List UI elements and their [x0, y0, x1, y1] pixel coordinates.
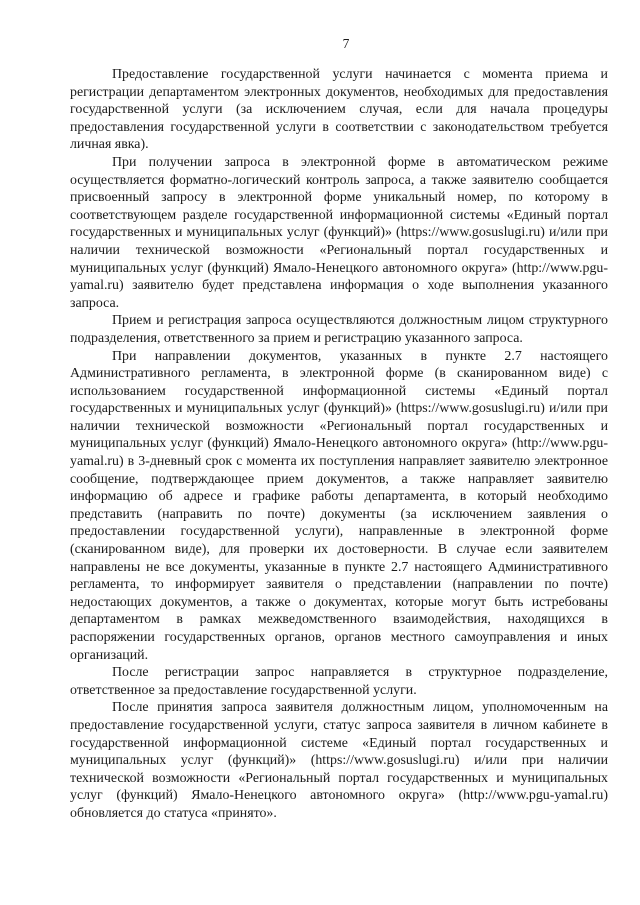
page-number: 7 [342, 36, 350, 51]
paragraph-service-start: Предоставление государственной услуги начинается с момента приема и регистрации департаментом электронных документов, необходимых для предоставления государственной услуги (за исключением случая, если для начала процедуры предоставления государственной услуги в соответствии с законодательством требуется личная явка). [70, 67, 608, 153]
paragraph-reception-registration: Прием и регистрация запроса осуществляются должностным лицом структурного подразделения, ответственного за прием и регистрацию указанного запроса. [70, 313, 608, 346]
paragraph-after-registration: После регистрации запрос направляется в структурное подразделение, ответственное за предоставление государственной услуги. [70, 665, 608, 698]
paragraph-document-submission: При направлении документов, указанных в пункте 2.7 настоящего Административного регламента, в электронной форме (в сканированном виде) с использованием государственной информационной системы «Единый портал государственных и муниципальных услуг (функций)» (https://www.gosuslugi.ru) и/или при наличии технической возможности «Региональный портал государственных и муниципальных услуг (функций) Ямало-Ненецкого автономного округа» (http://www.pgu-yamal.ru) в 3-дневный срок с момента их поступления направляет заявителю электронное сообщение, подтверждающее прием документов, а также направляет заявителю информацию об адресе и графике работы департамента, в который необходимо представить (направить по почте) документы (за исключением заявления о предоставлении государственной услуги), направленные в электронной форме (сканированном виде), для проверки их достоверности. В случае если заявителем направлены не все документы, указанные в пункте 2.7 настоящего Административного регламента, то информирует заявителя о представлении (направлении по почте) недостающих документов, а также о документах, которые могут быть истребованы департаментом в рамках межведомственного взаимодействия, находящихся в распоряжении государственных органов, органов местного самоуправления и иных организаций. [70, 348, 608, 663]
paragraph-electronic-request: При получении запроса в электронной форме в автоматическом режиме осуществляется форматно-логический контроль запроса, а также заявителю сообщается присвоенный запросу в электронной форме уникальный номер, по которому в соответствующем разделе государственной информационной системы «Единый портал государственных и муниципальных услуг (функций)» (https://www.gosuslugi.ru) и/или при наличии технической возможности «Региональный портал государственных и муниципальных услуг (функций) Ямало-Ненецкого автономного округа» (http://www.pgu-yamal.ru) заявителю будет представлена информация о ходе выполнения указанного запроса. [70, 154, 608, 311]
paragraph-status-update: После принятия запроса заявителя должностным лицом, уполномоченным на предоставление государственной услуги, статус запроса заявителя в личном кабинете в государственной информационной системе «Единый портал государственных и муниципальных услуг (функций)» (https://www.gosuslugi.ru) и/или при наличии технической возможности «Региональный портал государственных и муниципальных услуг (функций) Ямало-Ненецкого автономного округа» (http://www.pgu-yamal.ru) обновляется до статуса «принято». [70, 700, 608, 821]
